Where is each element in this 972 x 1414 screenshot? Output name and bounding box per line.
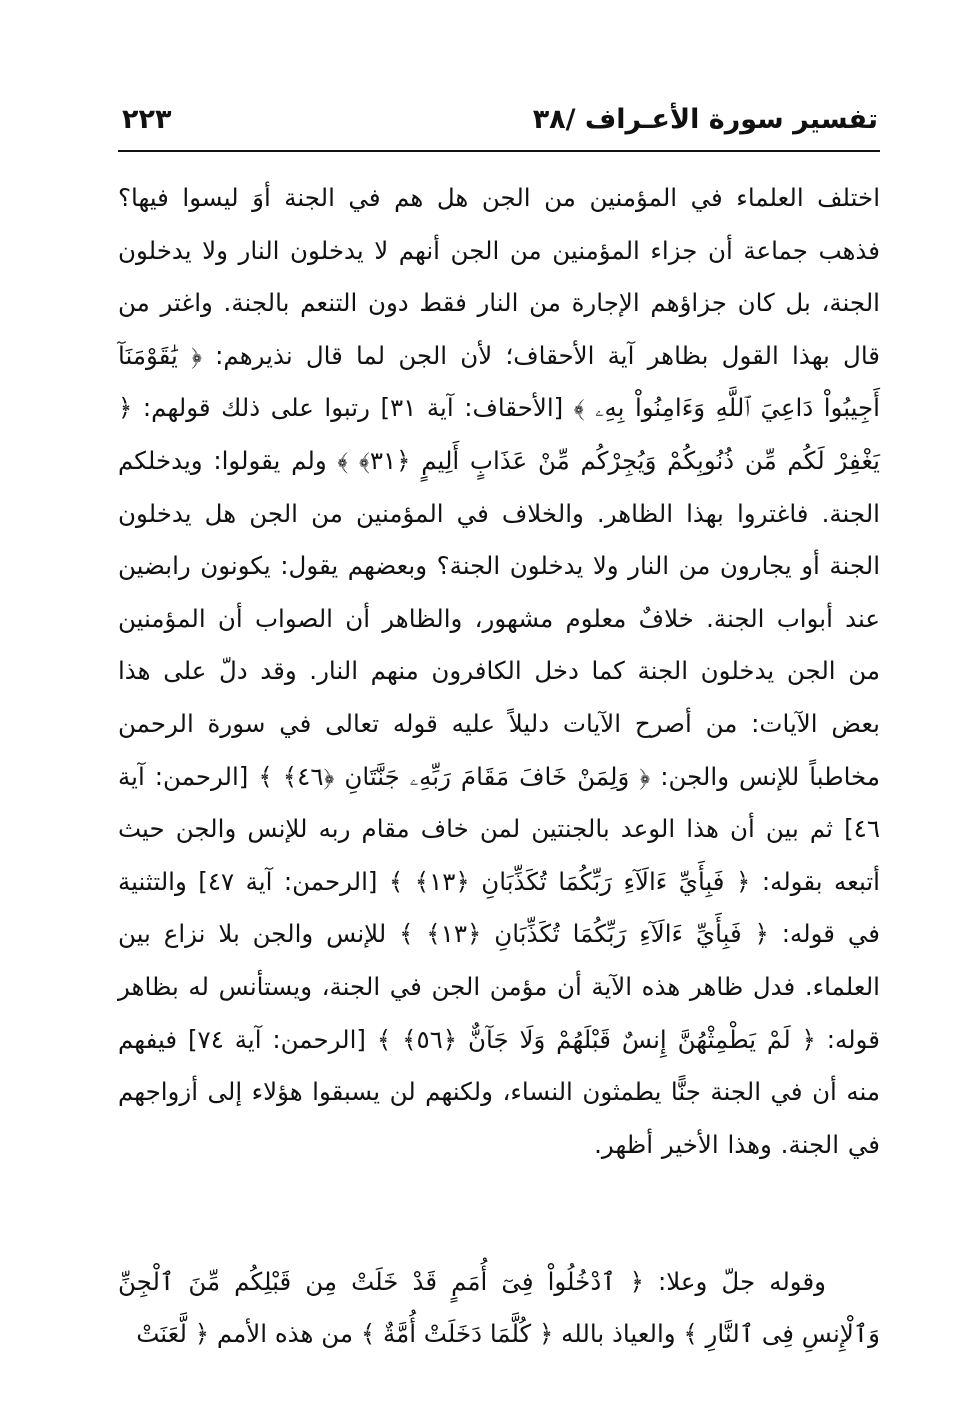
closing-text-block bbox=[118, 1256, 880, 1360]
page-number: ٢٢٣ bbox=[122, 104, 172, 135]
body-paragraph: اختلف العلماء في المؤمنين من الجن هل هم في الجنة أوَ ليسوا فيها؟ فذهب جماعة أن جزاء المؤمنين من الجن أنهم لا يدخلون النار ولا يدخلون الجنة، بل كان جزاؤهم الإجارة من النار فقط دون التنعم بالجنة. واغتر من قال بهذا القول بظاهر آية الأحقاف؛ لأن الجن لما قال نذيرهم: ﴿ يَٰقَوْمَنَآ أَجِيبُواْ دَاعِيَ ٱللَّهِ وَءَامِنُواْ بِهِۦ ﴾ [الأحقاف: آية ٣١] رتبوا على ذلك قولهم: ﴿ يَغْفِرْ لَكُم مِّن ذُنُوبِكُمْ وَيُجِرْكُم مِّنْ عَذَابٍ أَلِيمٍ ﴿٣١﴾ ﴾ ولم يقولوا: ويدخلكم الجنة. فاغتروا بهذا الظاهر. والخلاف في المؤمنين من الجن هل يدخلون الجنة أو يجارون من النار ولا يدخلون الجنة؟ وبعضهم يقول: يكونون رابضين عند أبواب الجنة. خلافٌ معلوم مشهور، والظاهر أن الصواب أن المؤمنين من الجن يدخلون الجنة كما دخل الكافرون منهم النار. وقد دلّ على هذا بعض الآيات: من أصرح الآيات دليلاً عليه قوله تعالى في سورة الرحمن مخاطباً للإنس والجن: ﴿ وَلِمَنْ خَافَ مَقَامَ رَبِّهِۦ جَنَّتَانِ ﴿٤٦﴾ ﴾ [الرحمن: آية ٤٦] ثم بين أن هذا الوعد بالجنتين لمن خاف مقام ربه للإنس والجن حيث أتبعه بقوله: ﴿ فَبِأَيِّ ءَالَآءِ رَبِّكُمَا تُكَذِّبَانِ ﴿١٣﴾ ﴾ [الرحمن: آية ٤٧] والتثنية في قوله: ﴿ فَبِأَيِّ ءَالَآءِ رَبِّكُمَا تُكَذِّبَانِ ﴿١٣﴾ ﴾ للإنس والجن بلا نزاع بين العلماء. فدل ظاهر هذه الآية أن مؤمن الجن في الجنة، ويستأنس له بظاهر قوله: ﴿ لَمْ يَطْمِثْهُنَّ إِنسٌ قَبْلَهُمْ وَلَا جَآنٌّ ﴿٥٦﴾ ﴾ [الرحمن: آية ٧٤] فيفهم منه أن في الجنة جنًّا يطمثون النساء، ولكنهم لن يسبقوا هؤلاء إلى أزواجهم في الجنة. وهذا الأخير أظهر. bbox=[118, 183, 881, 1159]
main-text-block bbox=[118, 172, 880, 1171]
page-header bbox=[118, 96, 880, 152]
closing-paragraph: وقوله جلّ وعلا: ﴿ ٱدْخُلُواْ فِىٓ أُمَمٍ قَدْ خَلَتْ مِن قَبْلِكُم مِّنَ ٱلْجِنِّ وَٱلْإِنسِ فِى ٱلنَّارِ ﴾ والعياذ بالله ﴿ كُلَّمَا دَخَلَتْ أُمَّةٌ ﴾ من هذه الأمم ﴿ لَّعَنَتْ bbox=[118, 1267, 880, 1348]
running-title: تفسير سورة الأعـراف /٣٨ bbox=[532, 104, 878, 135]
